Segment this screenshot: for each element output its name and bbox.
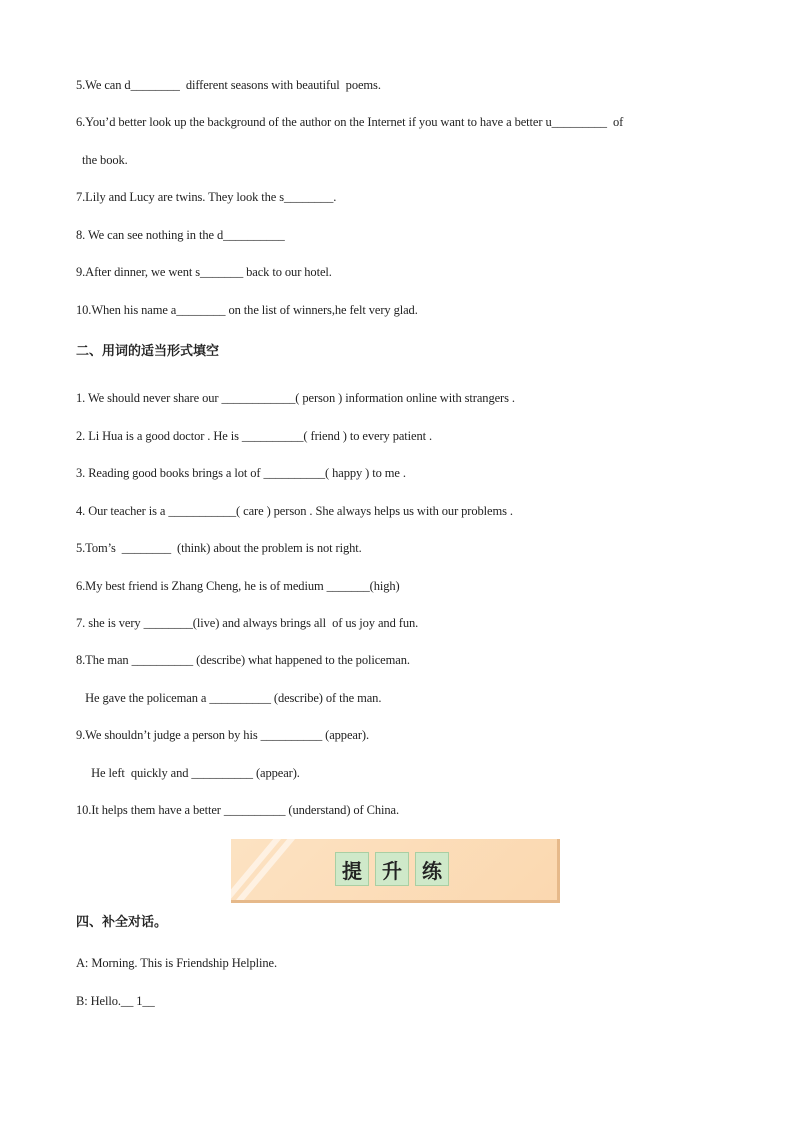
exercise-line: 9.After dinner, we went s_______ back to our hotel. (76, 265, 332, 279)
exercise-line: 8.The man __________ (describe) what happened to the policeman. (76, 653, 410, 667)
exercise-line: 7. she is very ________(live) and always brings all of us joy and fun. (76, 616, 419, 630)
exercise-line: He left quickly and __________ (appear). (76, 766, 300, 780)
section-2-heading: 二、用词的适当形式填空 (76, 344, 220, 359)
banner-char: 提 (335, 852, 369, 886)
exercise-line: 7.Lily and Lucy are twins. They look the s________. (76, 190, 337, 204)
exercise-line: 10.When his name a________ on the list of winners,he felt very glad. (76, 303, 418, 317)
dialogue-line: B: Hello.__ 1__ (76, 994, 155, 1008)
exercise-line: 9.We shouldn’t judge a person by his __________ (appear). (76, 728, 370, 742)
banner-char: 升 (375, 852, 409, 886)
exercise-line: 3. Reading good books brings a lot of __________( happy ) to me . (76, 466, 406, 480)
practice-banner (231, 839, 560, 903)
exercise-line: 6.My best friend is Zhang Cheng, he is of medium _______(high) (76, 579, 400, 593)
exercise-line: 1. We should never share our ____________( person ) information online with strangers . (76, 391, 515, 405)
exercise-line: 4. Our teacher is a ___________( care ) person . She always helps us with our problems . (76, 504, 513, 518)
section-4-heading: 四、补全对话。 (76, 915, 168, 930)
exercise-line: He gave the policeman a __________ (describe) of the man. (76, 691, 382, 705)
banner-char: 练 (415, 852, 449, 886)
exercise-line: 5.Tom’s ________ (think) about the problem is not right. (76, 541, 362, 555)
exercise-line: 10.It helps them have a better __________ (understand) of China. (76, 803, 400, 817)
exercise-line: the book. (76, 153, 128, 167)
exercise-line: 2. Li Hua is a good doctor . He is __________( friend ) to every patient . (76, 429, 433, 443)
exercise-line: 6.You’d better look up the background of the author on the Internet if you want to have a better u_________ of (76, 115, 624, 129)
exercise-line: 5.We can d________ different seasons with beautiful poems. (76, 78, 381, 92)
dialogue-line: A: Morning. This is Friendship Helpline. (76, 956, 277, 970)
exercise-line: 8. We can see nothing in the d__________ (76, 228, 285, 242)
